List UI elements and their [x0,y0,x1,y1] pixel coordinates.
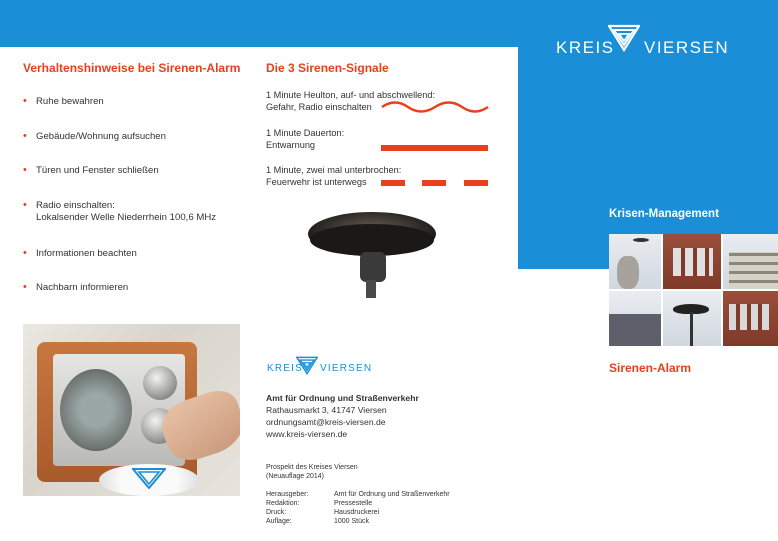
list-item: • Nachbarn informieren [23,281,129,293]
radio-knob [143,366,177,400]
signal-wave-icon [381,100,489,114]
building-windows [673,248,713,276]
coaster-logo-icon [132,467,166,489]
radio-photo [23,324,240,496]
signal-dash [464,180,488,186]
signals-title: Die 3 Sirenen-Signale [266,61,389,75]
list-item: • Türen und Fenster schließen [23,164,159,176]
fire-truck [609,314,661,346]
section-title-crisis: Krisen-Management [609,208,719,220]
imprint-intro: Prospekt des Kreises Viersen (Neuauflage 2014) [266,464,358,480]
signal-dash [381,180,405,186]
contact-block [266,392,419,440]
logo-emblem-icon [608,24,640,52]
logo-word-left: KREIS [556,38,615,57]
grid-divider [609,289,778,291]
logo-small-word-left: KREIS [267,363,304,374]
bullet-icon: • [23,95,27,107]
section-title-siren: Sirenen-Alarm [609,361,692,375]
logo-small-word-right: VIERSEN [320,363,373,374]
bullet-icon: • [23,247,27,259]
contact-email: ordnungsamt@kreis-viersen.de [266,417,386,427]
siren-image [300,212,445,298]
contact-web: www.kreis-viersen.de [266,429,348,439]
list-item: • Radio einschalten: Lokalsender Welle Niederrhein 100,6 MHz [23,199,217,223]
bullet-icon: • [23,164,27,176]
bullet-icon: • [23,281,27,293]
signal-item-1: 1 Minute Heulton, auf- und abschwellend: Gefahr, Radio einschalten [266,90,436,112]
bullet-icon: • [23,130,27,142]
signal-dash [422,180,446,186]
signal-item-2: 1 Minute Dauerton: Entwarnung [266,128,345,150]
contact-address: Rathausmarkt 3, 41747 Viersen [266,405,387,415]
radio-display [60,369,132,451]
list-item: • Gebäude/Wohnung aufsuchen [23,130,166,142]
building-facade [729,252,778,289]
behaviour-title: Verhaltenshinweise bei Sirenen-Alarm [23,61,241,75]
logo-word-right: VIERSEN [644,38,730,57]
person-figure [617,256,639,289]
siren-pole [690,312,693,346]
contact-office: Amt für Ordnung und Straßenverkehr [266,393,419,403]
list-item: • Informationen beachten [23,247,137,259]
building-windows [729,304,769,330]
logo-small-emblem-icon [296,356,318,375]
signal-item-3: 1 Minute, zwei mal unterbrochen: Feuerwehr ist unterwegs [266,165,402,187]
bullet-icon: • [23,199,27,211]
list-item: • Ruhe bewahren [23,95,104,107]
siren-small [633,238,649,242]
signal-solid-line [381,145,488,151]
